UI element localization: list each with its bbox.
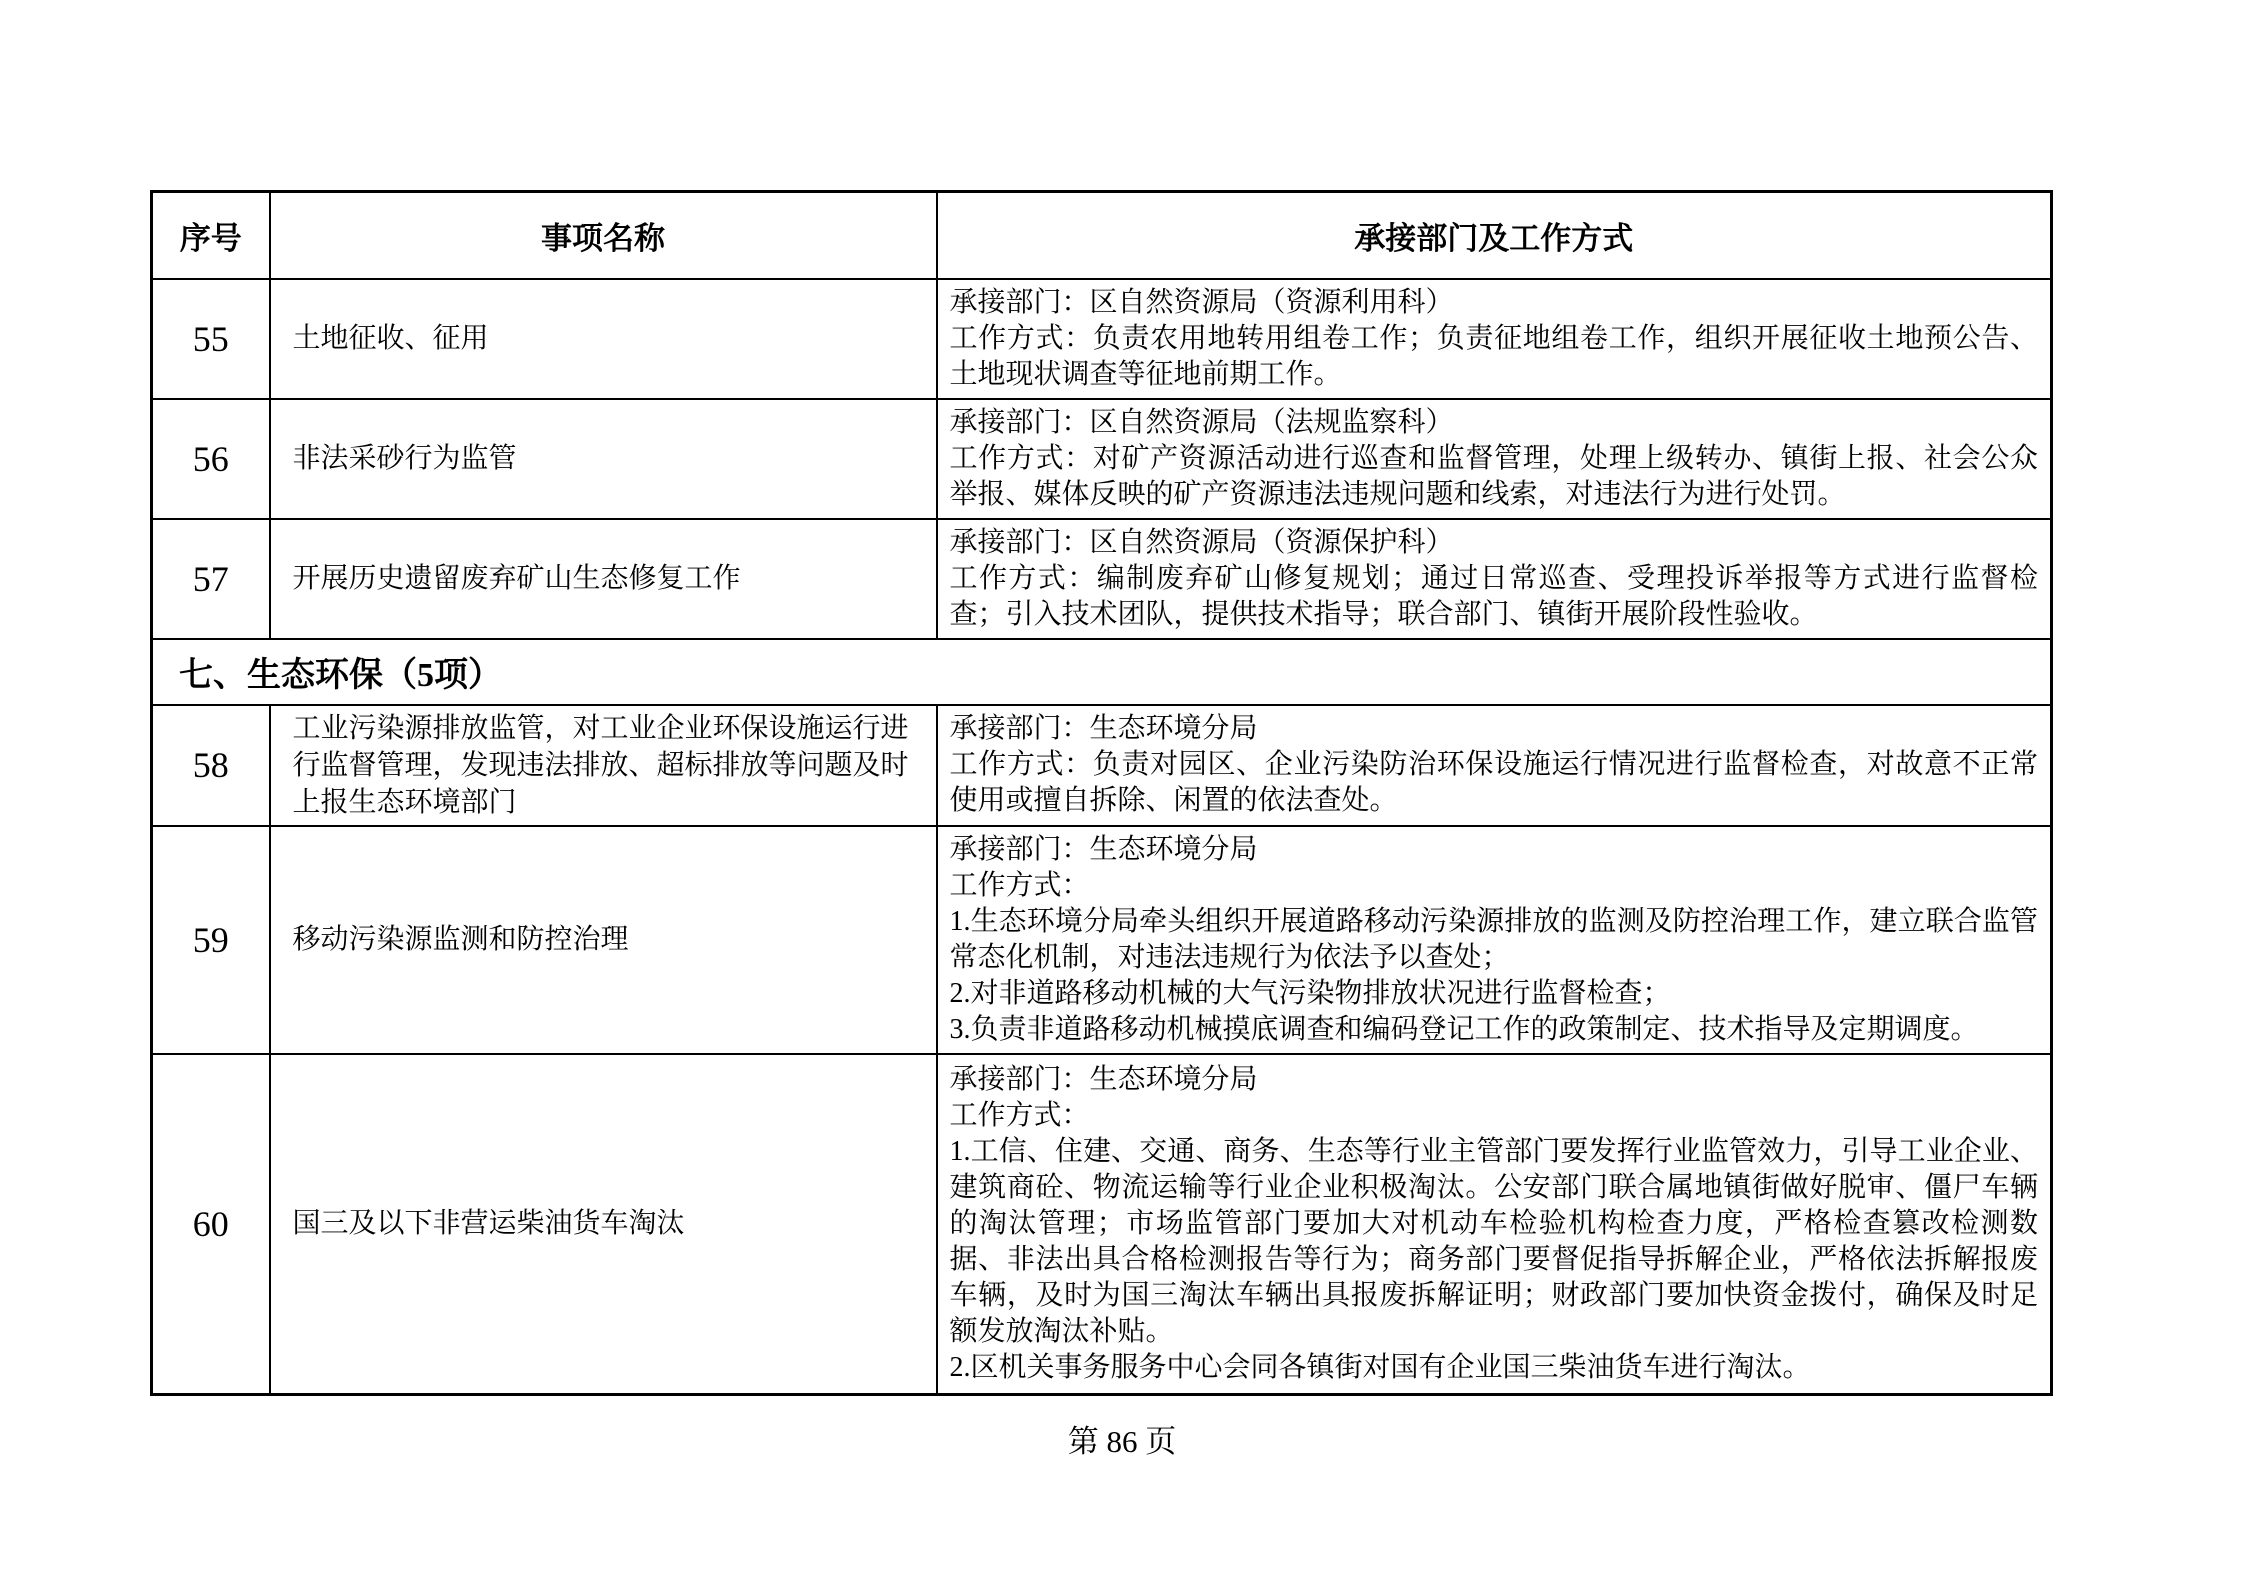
item-name: 工业污染源排放监管，对工业企业环保设施运行进行监督管理，发现违法排放、超标排放等问题及时上报生态环境部门	[270, 705, 937, 826]
detail-line: 承接部门：区自然资源局（法规监察科）	[949, 406, 1454, 438]
detail-line: 工作方式：负责对园区、企业污染防治环保设施运行情况进行监督检查，对故意不正常使用或擅自拆除、闲置的依法查处。	[949, 749, 2038, 816]
detail-line: 工作方式：负责农用地转用组卷工作；负责征地组卷工作，组织开展征收土地预公告、土地现状调查等征地前期工作。	[949, 322, 2038, 390]
item-details	[937, 705, 2052, 826]
header-name: 事项名称	[270, 192, 937, 279]
table-row	[152, 826, 2052, 1054]
item-name: 土地征收、征用	[270, 279, 937, 399]
item-details	[937, 519, 2052, 639]
detail-line: 承接部门：生态环境分局	[949, 833, 1258, 865]
items-table	[150, 190, 2053, 1396]
header-dept: 承接部门及工作方式	[937, 192, 2052, 279]
detail-line: 承接部门：生态环境分局	[949, 713, 1258, 744]
table-row	[152, 399, 2052, 519]
table-row	[152, 1054, 2052, 1395]
detail-line: 1.工信、住建、交通、商务、生态等行业主管部门要发挥行业监管效力，引导工业企业、建筑商砼、物流运输等行业企业积极淘汰。公安部门联合属地镇街做好脱审、僵尸车辆的淘汰管理；市场监管部门要加大对机动车检验机构检查力度，严格检查篡改检测数据、非法出具合格检测报告等行为；商务部门要督促指导拆解企业，严格依法拆解报废车辆，及时为国三淘汰车辆出具报废拆解证明；财政部门要加快资金拨付，确保及时足额发放淘汰补贴。	[949, 1135, 2038, 1347]
item-details	[937, 826, 2052, 1054]
detail-line: 承接部门：区自然资源局（资源保护科）	[949, 526, 1454, 558]
detail-line: 工作方式：	[949, 1099, 1090, 1131]
row-number: 58	[152, 705, 270, 826]
item-details	[937, 1054, 2052, 1395]
row-number: 56	[152, 399, 270, 519]
detail-line: 工作方式：	[949, 869, 1090, 901]
detail-line: 工作方式：对矿产资源活动进行巡查和监督管理，处理上级转办、镇街上报、社会公众举报、媒体反映的矿产资源违法违规问题和线索，对违法行为进行处罚。	[949, 442, 2038, 510]
table-header-row	[152, 192, 2052, 279]
row-number: 59	[152, 826, 270, 1054]
row-number: 60	[152, 1054, 270, 1395]
item-name: 开展历史遗留废弃矿山生态修复工作	[270, 519, 937, 639]
table-row	[152, 519, 2052, 639]
detail-line: 2.区机关事务服务中心会同各镇街对国有企业国三柴油货车进行淘汰。	[949, 1351, 1811, 1383]
table-row	[152, 279, 2052, 399]
item-name: 非法采砂行为监管	[270, 399, 937, 519]
item-details	[937, 399, 2052, 519]
section-header-row	[152, 639, 2052, 705]
detail-line: 3.负责非道路移动机械摸底调查和编码登记工作的政策制定、技术指导及定期调度。	[949, 1013, 1979, 1045]
detail-line: 2.对非道路移动机械的大气污染物排放状况进行监督检查；	[949, 977, 1671, 1009]
item-name: 移动污染源监测和防控治理	[270, 826, 937, 1054]
row-number: 55	[152, 279, 270, 399]
detail-line: 承接部门：区自然资源局（资源利用科）	[949, 286, 1454, 318]
table-row	[152, 705, 2052, 826]
page-number: 第 86 页	[1067, 1424, 1177, 1459]
detail-line: 工作方式：编制废弃矿山修复规划；通过日常巡查、受理投诉举报等方式进行监督检查；引入技术团队，提供技术指导；联合部门、镇街开展阶段性验收。	[949, 562, 2038, 630]
section-title: 七、生态环保（5项）	[152, 639, 2052, 705]
detail-line: 1.生态环境分局牵头组织开展道路移动污染源排放的监测及防控治理工作，建立联合监管常态化机制，对违法违规行为依法予以查处；	[949, 905, 2038, 973]
item-details	[937, 279, 2052, 399]
header-no: 序号	[152, 192, 270, 279]
row-number: 57	[152, 519, 270, 639]
item-name: 国三及以下非营运柴油货车淘汰	[270, 1054, 937, 1395]
detail-line: 承接部门：生态环境分局	[949, 1063, 1258, 1095]
